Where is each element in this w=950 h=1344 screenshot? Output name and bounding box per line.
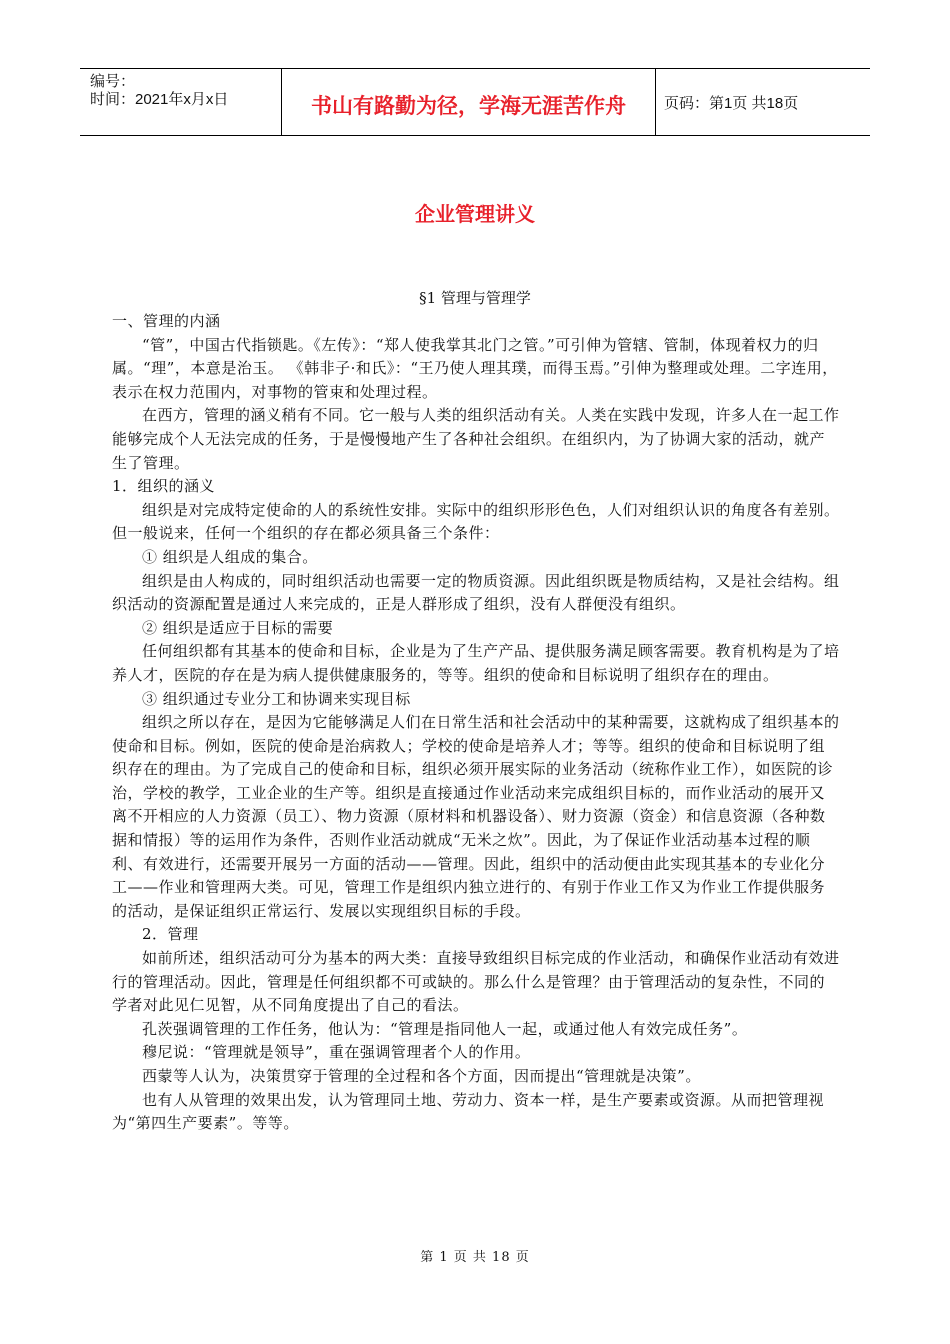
- paragraph: 西蒙等人认为，决策贯穿于管理的全过程和各个方面，因而提出“管理就是决策”。: [142, 1067, 701, 1085]
- paragraph: 在西方，管理的涵义稍有不同。它一般与人类的组织活动有关。人类在实践中发现，许多人在一起工作能够完成个人无法完成的任务，于是慢慢地产生了各种社会组织。在组织内，为了协调大家的活动，就产生了管理。: [112, 406, 840, 472]
- paragraph: 组织之所以存在，是因为它能够满足人们在日常生活和社会活动中的某种需要，这就构成了组织基本的使命和目标。例如，医院的使命是治病救人；学校的使命是培养人才；等等。组织的使命和目标说明了组织存在的理由。为了完成自己的使命和目标，组织必须开展实际的业务活动（统称作业工作），如医院的诊治，学校的教学，工业企业的生产等。组织是直接通过作业活动来完成组织目标的，而作业活动的展开又离不开相应的人力资源（员工）、物力资源（原材料和机器设备）、财力资源（资金）和信息资源（各种数据和情报）等的运用作为条件，否则作业活动就成“无米之炊”。因此，为了保证作业活动基本过程的顺利、有效进行，还需要开展另一方面的活动——管理。因此，组织中的活动便由此实现其基本的专业化分工——作业和管理两大类。可见，管理工作是组织内独立进行的、有别于作业工作又为作业工作提供服务的活动，是保证组织正常运行、发展以实现组织目标的手段。: [112, 713, 840, 920]
- paragraph: 组织是对完成特定使命的人的系统性安排。实际中的组织形形色色，人们对组织认识的角度各有差别。但一般说来，任何一个组织的存在都必须具备三个条件：: [112, 500, 840, 543]
- list-item-condition-1: ① 组织是人组成的集合。: [142, 547, 318, 566]
- paragraph: 如前所述，组织活动可分为基本的两大类：直接导致组织目标完成的作业活动，和确保作业活动有效进行的管理活动。因此，管理是任何组织都不可或缺的。那么什么是管理？由于管理活动的复杂性，不同的学者对此见仁见智，从不同角度提出了自己的看法。: [112, 949, 840, 1015]
- page-footer: 第 1 页 共 18 页: [420, 1250, 530, 1265]
- heading-organization-meaning: 1．组织的涵义: [112, 477, 216, 496]
- document-title: 企业管理讲义: [415, 204, 535, 226]
- paragraph: 任何组织都有其基本的使命和目标，企业是为了生产产品、提供服务满足顾客需要。教育机构是为了培养人才，医院的存在是为病人提供健康服务的，等等。组织的使命和目标说明了组织存在的理由。: [112, 642, 840, 684]
- header-number-label: 编号：: [90, 73, 136, 90]
- paragraph: 组织是由人构成的，同时组织活动也需要一定的物质资源。因此组织既是物质结构，又是社会结构。组织活动的资源配置是通过人来完成的，正是人群形成了组织，没有人群便没有组织。: [112, 571, 840, 614]
- paragraph: 穆尼说：“管理就是领导”，重在强调管理者个人的作用。: [142, 1043, 531, 1062]
- paragraph: “管”，中国古代指锁匙。《左传》：“郑人使我掌其北门之管。”可引伸为管辖、管制，体现着权力的归属。“理”，本意是治玉。 《韩非子·和氏》：“王乃使人理其璞，而得玉焉。”引伸为整理或处理。二字连用，表示在权力范围内，对事物的管束和处理过程。: [112, 335, 838, 401]
- header-table: [80, 68, 870, 136]
- heading-management-meaning: 一、管理的内涵: [112, 312, 221, 330]
- header-page-cell: [656, 69, 870, 135]
- header-page-info: 页码：第1页 共18页: [664, 94, 799, 112]
- list-item-condition-2: ② 组织是适应于目标的需要: [142, 618, 334, 637]
- list-item-condition-3: ③ 组织通过专业分工和协调来实现目标: [142, 689, 411, 708]
- header-date-label: 时间：2021年x月x日: [90, 91, 229, 108]
- paragraph: 孔茨强调管理的工作任务，他认为：“管理是指同他人一起，或通过他人有效完成任务”。: [142, 1019, 748, 1038]
- heading-management: 2．管理: [142, 925, 199, 944]
- header-motto-cell: [282, 69, 656, 135]
- document-body: [112, 310, 840, 1136]
- paragraph: 也有人从管理的效果出发，认为管理同土地、劳动力、资本一样，是生产要素或资源。从而把管理视为“第四生产要素”。等等。: [112, 1090, 825, 1133]
- section-title: §1 管理与管理学: [419, 289, 531, 307]
- header-meta-cell: [80, 69, 282, 135]
- header-motto: 书山有路勤为径，学海无涯苦作舟: [311, 95, 626, 118]
